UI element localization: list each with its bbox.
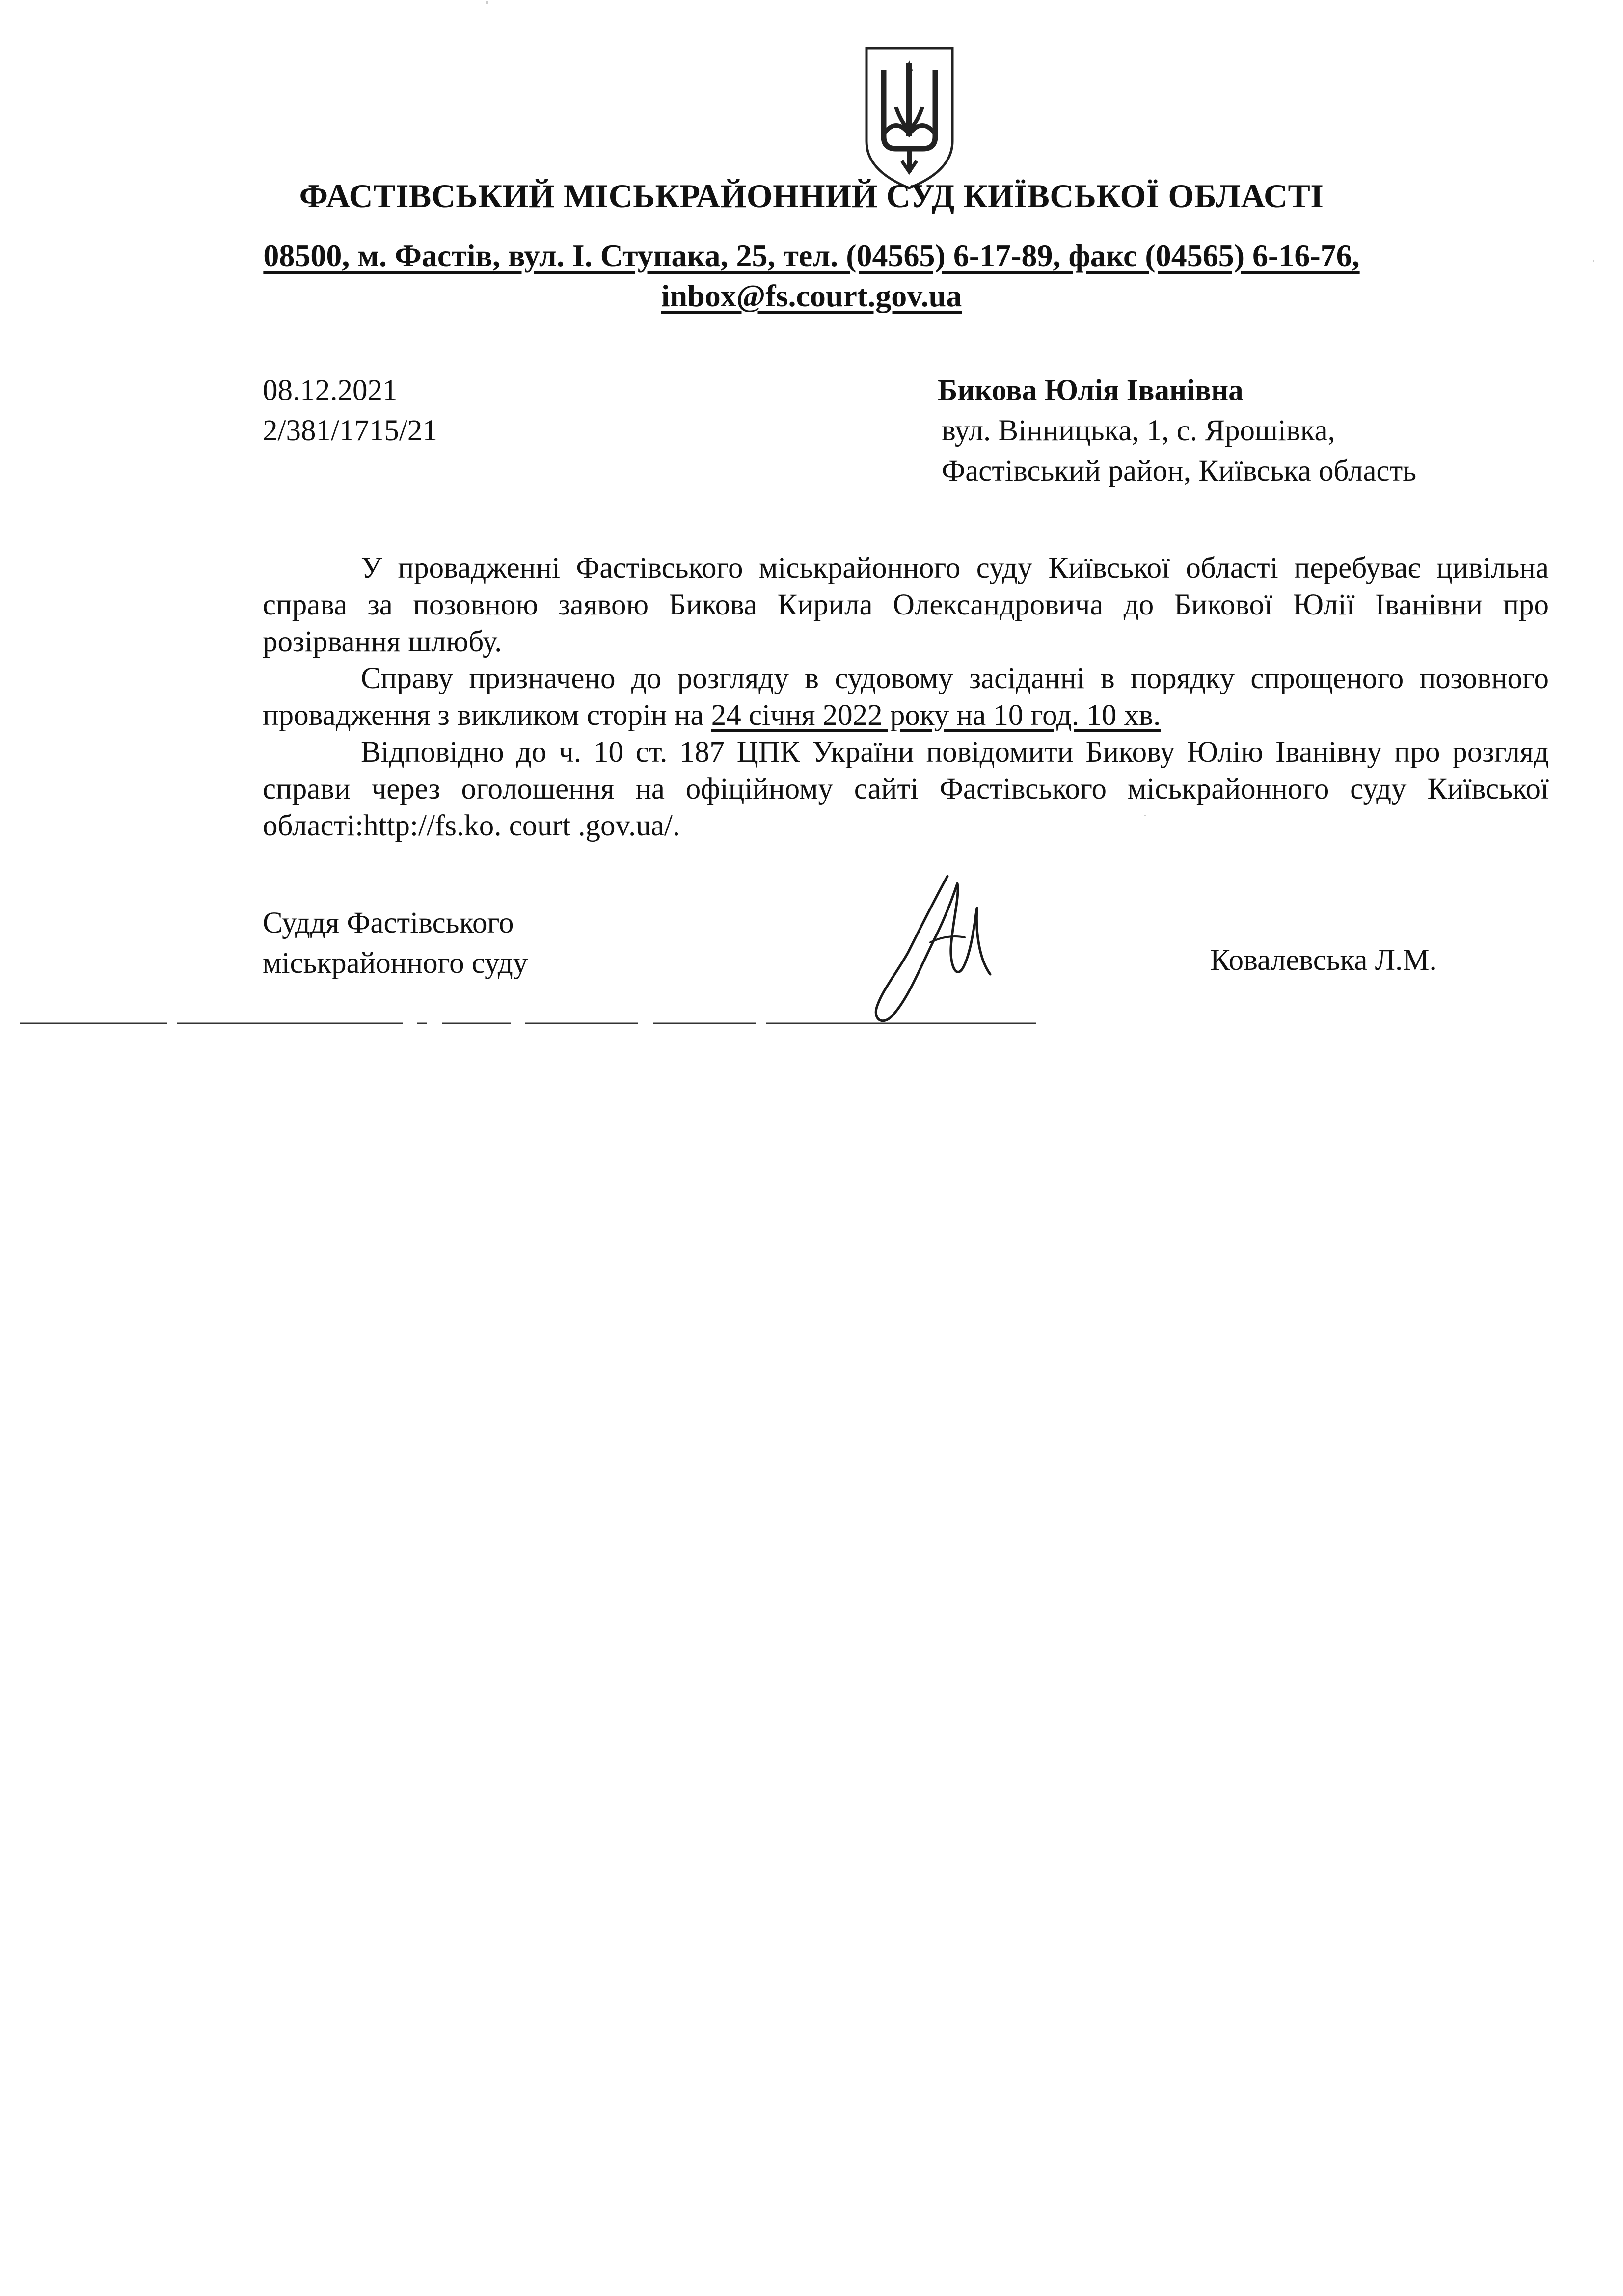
recipient-address-line: Фастівський район, Київська область [942,454,1417,487]
judge-name: Ковалевська Л.М. [1210,944,1437,977]
body-paragraph [263,660,1549,734]
court-address-line: 08500, м. Фастів, вул. І. Ступака, 25, тел. (04565) 6-17-89, факс (04565) 6-16-76, [263,238,1360,273]
hearing-date: 24 січня 2022 року на 10 год. 10 хв. [711,699,1161,732]
letter-meta [263,371,437,451]
signer-title-line: Суддя Фастівського [263,907,514,939]
bottom-divider [20,1022,1036,1024]
letter-body [263,550,1549,844]
scan-speck [486,1,488,4]
recipient-name: Бикова Юлія Іванівна [938,374,1244,407]
handwritten-signature-icon [862,869,1004,1031]
body-paragraph: Відповідно до ч. 10 ст. 187 ЦПК України повідомити Бикову Юлію Іванівну про розгляд справи через оголошення на офіційному сайті Фастівського міськрайонного суду Київської області:http://fs.ko. court .gov.ua/. [263,736,1549,842]
recipient-address-line: вул. Вінницька, 1, с. Ярошівка, [942,414,1335,447]
recipient-block [938,371,1416,491]
court-name: ФАСТІВСЬКИЙ МІСЬКРАЙОННИЙ СУД КИЇВСЬКОЇ ОБЛАСТІ [299,177,1324,214]
letter-ref-number: 2/381/1715/21 [263,414,437,447]
body-paragraph-text: Справу призначено до розгляду в судовому засіданні в порядку спрощеного позовного провадження з викликом сторін на [263,662,1549,732]
letter-date: 08.12.2021 [263,374,398,407]
court-address [0,236,1623,316]
signer-title-line: міськрайонного суду [263,947,528,980]
court-email: inbox@fs.court.gov.ua [661,278,962,313]
signer-title [263,903,528,984]
body-paragraph: У провадженні Фастівського міськрайонного суду Київської області перебуває цивільна справа за позовною заявою Бикова Кирила Олександровича до Бикової Юлії Іванівни про розірвання шлюбу. [263,552,1549,658]
trident-emblem-icon [857,43,962,193]
